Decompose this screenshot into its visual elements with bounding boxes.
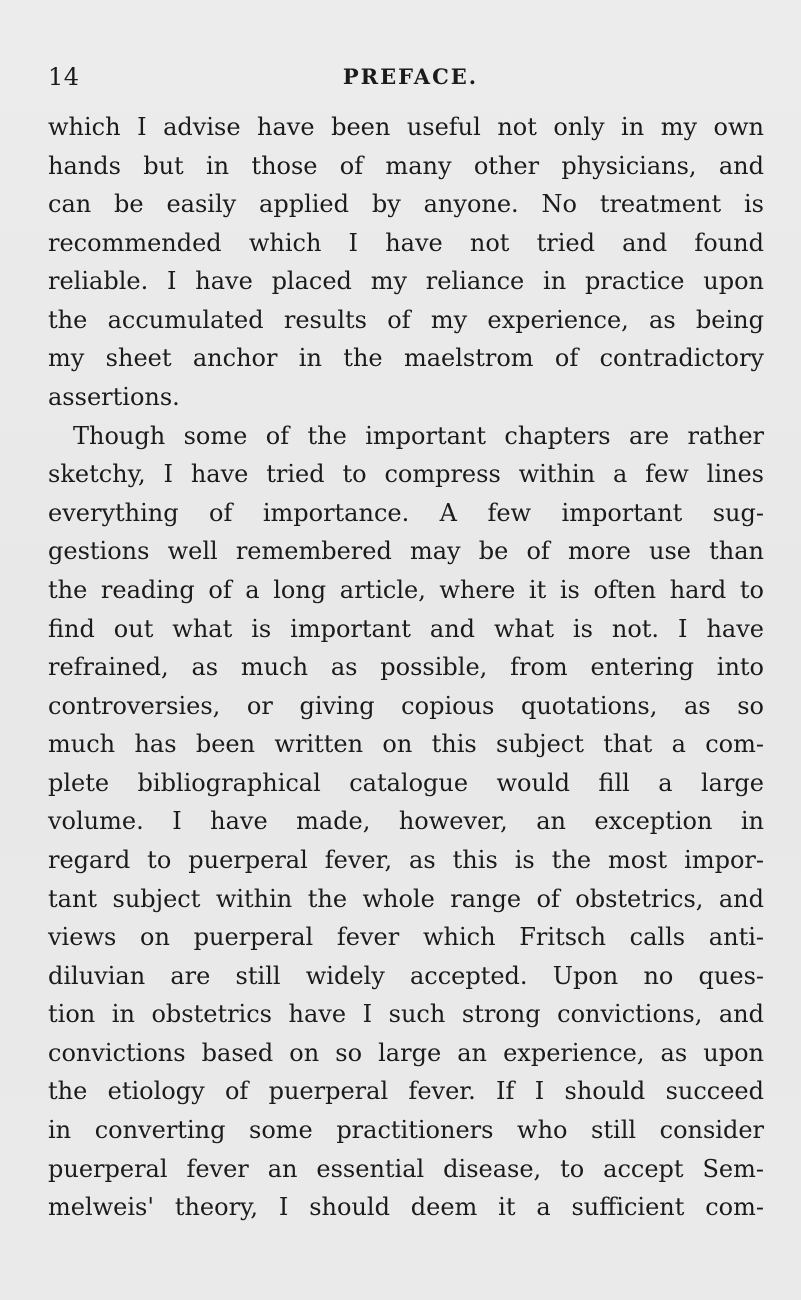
- text-line: the reading of a long article, where it is often hard to: [48, 575, 764, 604]
- running-head: [48, 62, 753, 92]
- text-line: volume. I have made, however, an exception in: [48, 807, 764, 836]
- text-line: everything of importance. A few important sug-: [48, 498, 764, 527]
- text-line: melweis' theory, I should deem it a sufficient com-: [48, 1193, 764, 1222]
- text-line: diluvian are still widely accepted. Upon no ques-: [48, 961, 764, 990]
- text-line: views on puerperal fever which Fritsch calls anti-: [48, 923, 764, 952]
- text-line: Though some of the important chapters are rather: [73, 421, 764, 450]
- header-title: PREFACE.: [342, 64, 479, 89]
- text-line: refrained, as much as possible, from entering into: [48, 653, 764, 682]
- text-line: tion in obstetrics have I such strong convictions, and: [48, 1000, 764, 1029]
- text-line: gestions well remembered may be of more use than: [48, 537, 764, 566]
- text-line: the etiology of puerperal fever. If I should succeed: [48, 1077, 764, 1106]
- text-line: puerperal fever an essential disease, to accept Sem-: [48, 1154, 764, 1183]
- text-line: much has been written on this subject that a com-: [48, 730, 764, 759]
- text-line: my sheet anchor in the maelstrom of contradictory: [48, 344, 764, 373]
- text-line: find out what is important and what is not. I have: [48, 614, 764, 643]
- text-line: assertions.: [48, 383, 180, 412]
- text-line: convictions based on so large an experience, as upon: [48, 1038, 764, 1067]
- text-line: plete bibliographical catalogue would fill a large: [48, 768, 764, 797]
- text-line: tant subject within the whole range of obstetrics, and: [48, 884, 764, 913]
- text-line: the accumulated results of my experience, as being: [48, 305, 764, 334]
- page-number: 14: [48, 63, 80, 91]
- text-line: which I advise have been useful not only in my own: [48, 113, 764, 141]
- text-line: controversies, or giving copious quotations, as so: [48, 691, 764, 720]
- body-text: [48, 108, 764, 1227]
- text-line: reliable. I have placed my reliance in practice upon: [48, 267, 764, 296]
- text-line: in converting some practitioners who still consider: [48, 1116, 764, 1145]
- text-line: can be easily applied by anyone. No treatment is: [48, 190, 764, 219]
- text-line: sketchy, I have tried to compress within a few lines: [48, 460, 764, 489]
- text-line: recommended which I have not tried and found: [48, 228, 764, 257]
- text-line: hands but in those of many other physicians, and: [48, 151, 764, 180]
- text-line: regard to puerperal fever, as this is the most impor-: [48, 845, 764, 874]
